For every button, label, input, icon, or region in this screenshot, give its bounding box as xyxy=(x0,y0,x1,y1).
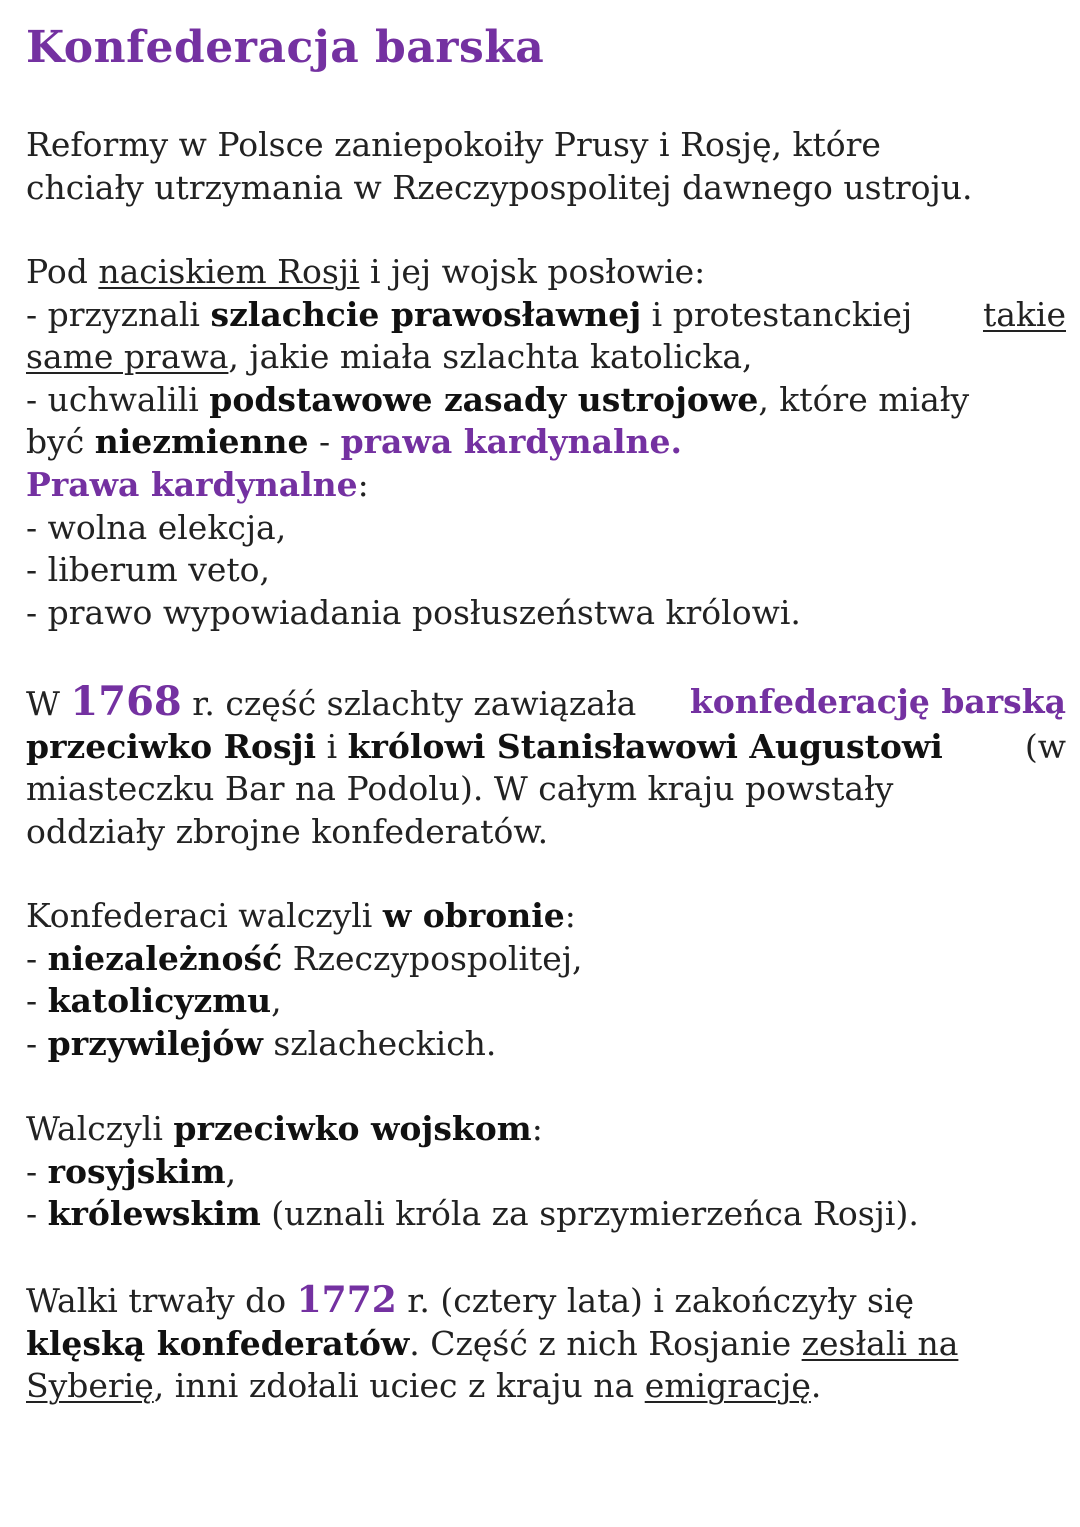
text-run: - xyxy=(26,938,48,978)
list-item: - prawo wypowiadania posłuszeństwa królowi. xyxy=(26,592,801,632)
text-run: być xyxy=(26,422,95,462)
list-item xyxy=(26,980,1066,1023)
text-run: : xyxy=(357,464,369,504)
text-run: - xyxy=(26,981,48,1021)
text-run: W xyxy=(26,684,71,723)
text-line xyxy=(26,895,1066,938)
text-run: - xyxy=(26,1023,48,1063)
list-item: - liberum veto, xyxy=(26,550,271,590)
bold-text: podstawowe zasady ustrojowe xyxy=(209,379,759,419)
text-line xyxy=(26,1365,1066,1408)
text-run: - xyxy=(308,422,341,462)
list-item xyxy=(26,1151,1066,1194)
text-run: - xyxy=(26,1194,48,1234)
text-run: i jej wojsk posłowie: xyxy=(359,252,706,291)
text-run: (uznali króla za sprzymierzeńca Rosji). xyxy=(260,1194,919,1234)
text-line xyxy=(26,678,1066,726)
paragraph-confederation xyxy=(26,678,1066,853)
text-run: (w xyxy=(1014,726,1066,766)
highlight-text: Prawa kardynalne xyxy=(26,464,358,504)
bold-text: katolicyzmu xyxy=(47,981,272,1021)
underlined-text: naciskiem Rosji xyxy=(98,252,360,291)
text-run: r. część szlachty zawiązała xyxy=(181,684,647,723)
bold-text: królowi Stanisławowi Augustowi xyxy=(347,726,943,766)
text-run: Konfederaci walczyli xyxy=(26,896,383,935)
text-run: Walczyli xyxy=(26,1109,174,1148)
bold-text: królewskim xyxy=(47,1194,261,1234)
bold-text: niezależność xyxy=(47,938,283,978)
text-line xyxy=(26,1108,1066,1151)
paragraph-defence xyxy=(26,895,1066,1065)
text-run: , jakie miała szlachta katolicka, xyxy=(228,337,753,377)
underlined-text: emigrację xyxy=(644,1366,811,1406)
text-run: szlacheckich. xyxy=(262,1023,497,1063)
text-run: i xyxy=(316,726,348,766)
text-run: . xyxy=(810,1366,822,1406)
text-line: oddziały zbrojne konfederatów. xyxy=(26,811,549,851)
text-run: r. (cztery lata) i zakończyły się xyxy=(396,1281,914,1320)
paragraph-outcome xyxy=(26,1279,1066,1408)
year-highlight: 1768 xyxy=(70,678,182,725)
text-run: : xyxy=(531,1109,543,1148)
underlined-text: Syberię xyxy=(26,1366,154,1406)
bold-text: szlachcie prawosławnej xyxy=(210,294,642,334)
bold-text: przywilejów xyxy=(47,1023,263,1063)
text-run: : xyxy=(564,896,576,935)
paragraph-reforms xyxy=(26,124,1066,209)
text-run: i protestanckiej xyxy=(641,294,923,334)
text-line xyxy=(26,336,1066,379)
text-line: Reformy w Polsce zaniepokoiły Prusy i Rosję, które xyxy=(26,125,881,164)
text-line xyxy=(26,294,1066,337)
paragraph-opponents xyxy=(26,1108,1066,1236)
text-run: - uchwalili xyxy=(26,379,210,419)
paragraph-pressure xyxy=(26,251,1066,634)
underlined-text: takie xyxy=(982,294,1066,334)
list-item xyxy=(26,1193,1066,1236)
underlined-text: zesłali na xyxy=(801,1323,959,1363)
text-run: , xyxy=(225,1151,237,1191)
bold-text: przeciwko wojskom xyxy=(173,1109,532,1148)
text-run: , inni zdołali uciec z kraju na xyxy=(153,1366,645,1406)
text-run: , xyxy=(271,981,282,1021)
text-run: , które miały xyxy=(758,379,970,419)
text-run: Pod xyxy=(26,252,99,291)
bold-text: przeciwko Rosji xyxy=(26,726,317,766)
highlight-text: prawa kardynalne. xyxy=(340,422,682,462)
text-run: . Część z nich Rosjanie xyxy=(409,1323,802,1363)
text-line: chciały utrzymania w Rzeczypospolitej dawnego ustroju. xyxy=(26,167,973,207)
bold-text: w obronie xyxy=(382,896,565,935)
text-run: Walki trwały do xyxy=(26,1281,297,1320)
text-line xyxy=(26,1279,1066,1323)
list-item xyxy=(26,1023,1066,1066)
text-line xyxy=(26,379,1066,422)
text-run: Rzeczypospolitej, xyxy=(282,938,583,978)
highlight-text: konfederację barską xyxy=(689,682,1066,721)
text-line: miasteczku Bar na Podolu). W całym kraju powstały xyxy=(26,769,894,809)
text-line xyxy=(26,421,1066,464)
text-line xyxy=(26,464,1066,507)
text-line xyxy=(26,251,1066,294)
list-item: - wolna elekcja, xyxy=(26,507,287,547)
bold-text: rosyjskim xyxy=(47,1151,226,1191)
page-title: Konfederacja barska xyxy=(26,22,545,73)
list-item xyxy=(26,938,1066,981)
underlined-text: same prawa xyxy=(26,337,229,377)
text-run: - przyznali xyxy=(26,294,211,334)
bold-text: niezmienne xyxy=(94,422,309,462)
bold-text: klęską konfederatów xyxy=(26,1323,410,1363)
text-line xyxy=(26,1323,1066,1366)
text-line xyxy=(26,726,1066,769)
year-highlight: 1772 xyxy=(296,1279,397,1321)
text-run: - xyxy=(26,1151,48,1191)
